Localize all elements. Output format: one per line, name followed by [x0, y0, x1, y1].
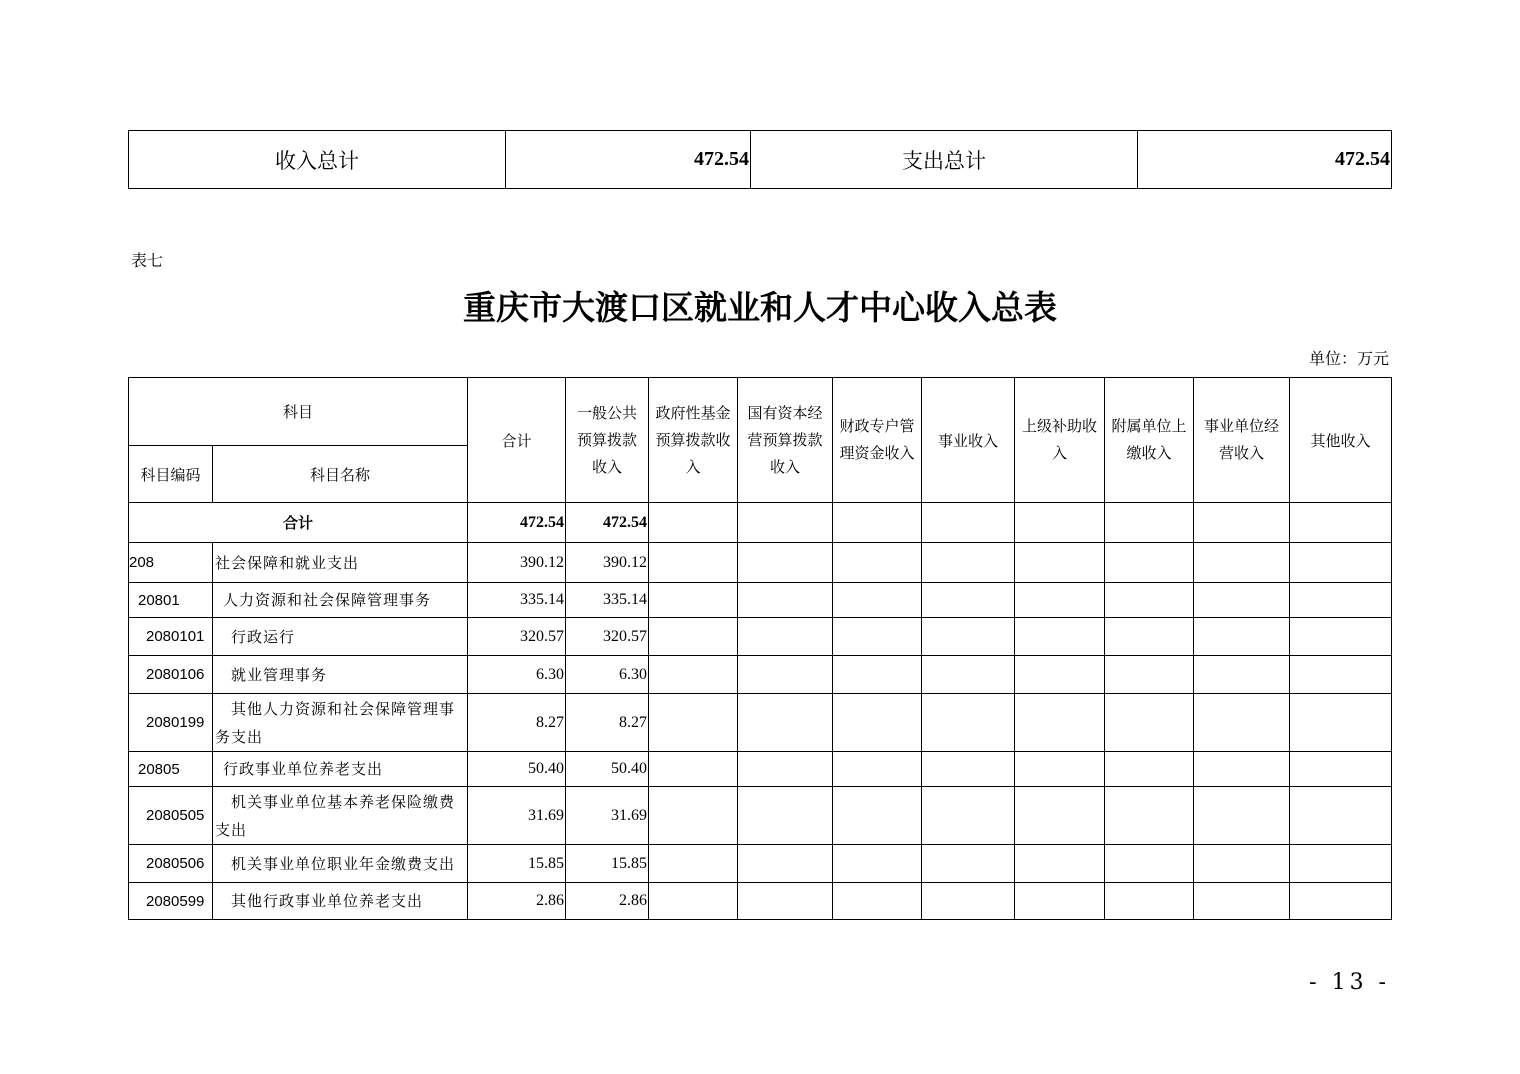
row-general: 6.30	[566, 656, 649, 694]
row-total: 31.69	[468, 787, 566, 845]
table-row	[129, 618, 1392, 656]
row-name: 行政事业单位养老支出	[213, 752, 468, 787]
row-general: 50.40	[566, 752, 649, 787]
header-row-1	[129, 378, 1392, 446]
row-general: 31.69	[566, 787, 649, 845]
row-general: 15.85	[566, 845, 649, 883]
header-general-budget: 一般公共 预算拨款 收入	[566, 378, 649, 503]
row-total: 50.40	[468, 752, 566, 787]
header-other-income: 其他收入	[1290, 378, 1392, 503]
header-gov-fund: 政府性基金 预算拨款收 入	[649, 378, 738, 503]
table-row	[129, 883, 1392, 920]
row-code: 2080506	[129, 845, 213, 883]
table-row	[129, 583, 1392, 618]
summary-table	[128, 130, 1392, 189]
header-code: 科目编码	[129, 446, 213, 503]
row-general: 390.12	[566, 543, 649, 583]
header-total: 合计	[468, 378, 566, 503]
table-row	[129, 787, 1392, 845]
row-general: 320.57	[566, 618, 649, 656]
row-total: 390.12	[468, 543, 566, 583]
row-general: 335.14	[566, 583, 649, 618]
row-name: 机关事业单位职业年金缴费支出	[213, 845, 468, 883]
row-total: 15.85	[468, 845, 566, 883]
header-operating-income: 事业单位经 营收入	[1194, 378, 1290, 503]
page-number: - 13 -	[1309, 970, 1390, 995]
total-row-general: 472.54	[566, 503, 649, 543]
header-fiscal-special: 财政专户管 理资金收入	[833, 378, 922, 503]
total-row-total: 472.54	[468, 503, 566, 543]
unit-label: 单位：万元	[1308, 349, 1389, 368]
header-state-capital: 国有资本经 营预算拨款 收入	[738, 378, 833, 503]
row-name: 机关事业单位基本养老保险缴费支出	[213, 787, 468, 845]
income-total-value: 472.54	[506, 131, 751, 189]
row-name: 其他人力资源和社会保障管理事务支出	[213, 694, 468, 752]
page-title: 重庆市大渡口区就业和人才中心收入总表	[463, 288, 1057, 327]
row-total: 335.14	[468, 583, 566, 618]
expense-total-label: 支出总计	[751, 131, 1138, 189]
table-row	[129, 845, 1392, 883]
summary-row	[129, 131, 1392, 189]
table-row	[129, 656, 1392, 694]
row-total: 6.30	[468, 656, 566, 694]
income-summary-table	[128, 377, 1392, 920]
row-general: 2.86	[566, 883, 649, 920]
row-name: 行政运行	[213, 618, 468, 656]
row-code: 2080106	[129, 656, 213, 694]
row-code: 2080101	[129, 618, 213, 656]
total-row-label: 合计	[129, 503, 468, 543]
row-code: 20801	[129, 583, 213, 618]
row-code: 20805	[129, 752, 213, 787]
header-superior-subsidy: 上级补助收 入	[1015, 378, 1105, 503]
header-business-income: 事业收入	[922, 378, 1015, 503]
header-affiliated-unit: 附属单位上 缴收入	[1105, 378, 1194, 503]
table-label: 表七	[131, 251, 164, 270]
row-code: 2080199	[129, 694, 213, 752]
header-name: 科目名称	[213, 446, 468, 503]
row-code: 2080599	[129, 883, 213, 920]
table-row	[129, 752, 1392, 787]
header-subject: 科目	[129, 378, 468, 446]
row-code: 2080505	[129, 787, 213, 845]
table-row	[129, 694, 1392, 752]
row-total: 320.57	[468, 618, 566, 656]
row-code: 208	[129, 543, 213, 583]
row-general: 8.27	[566, 694, 649, 752]
row-name: 就业管理事务	[213, 656, 468, 694]
row-name: 人力资源和社会保障管理事务	[213, 583, 468, 618]
table-row	[129, 543, 1392, 583]
row-total: 2.86	[468, 883, 566, 920]
row-name: 其他行政事业单位养老支出	[213, 883, 468, 920]
income-total-label: 收入总计	[129, 131, 506, 189]
total-row	[129, 503, 1392, 543]
row-name: 社会保障和就业支出	[213, 543, 468, 583]
expense-total-value: 472.54	[1138, 131, 1392, 189]
row-total: 8.27	[468, 694, 566, 752]
